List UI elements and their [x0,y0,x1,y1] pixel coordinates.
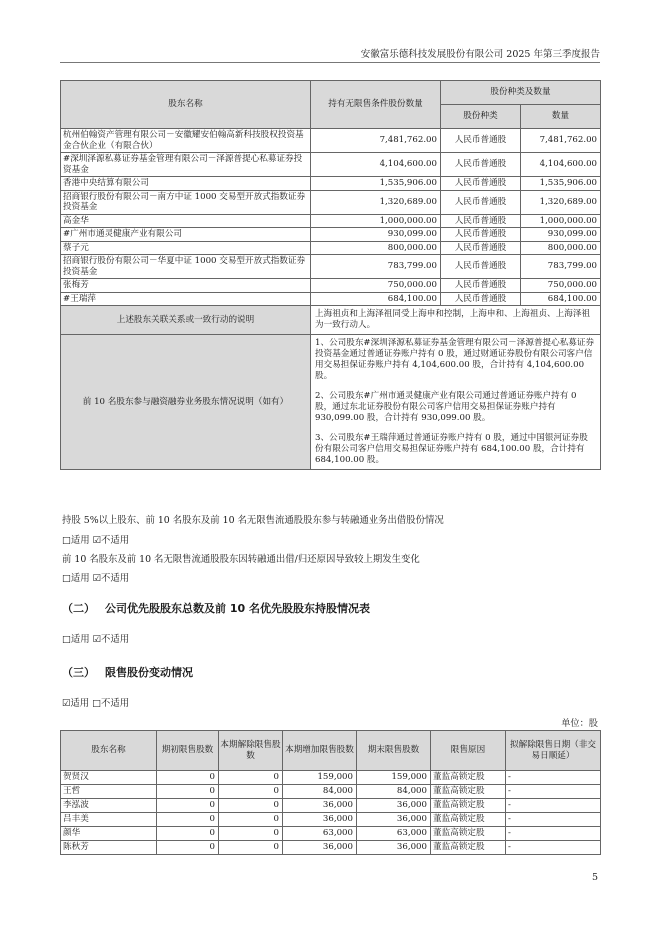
holder-name: 香港中央结算有限公司 [61,177,311,191]
margin-note: 2、公司股东#广州市通灵健康产业有限公司通过普通证券账户持有 0 股，通过东北证券股份有限公司客户信用交易担保证券账户持有 930,099.00 股，合计持有 930,099.00 股。 [315,391,577,423]
restricted-holder-name: 吕丰美 [61,813,157,827]
released-shares: 0 [219,799,283,813]
section-3-title [62,664,193,680]
added-shares: 36,000 [283,841,357,855]
col-share-qty: 数量 [521,105,601,129]
restriction-reason: 董监高锁定股 [431,771,506,785]
release-date: - [506,827,601,841]
col-end-restricted: 期末限售股数 [357,731,431,771]
released-shares: 0 [219,827,283,841]
restricted-row [61,827,601,841]
begin-restricted: 0 [157,841,219,855]
holder-name: 招商银行股份有限公司－华夏中证 1000 交易型开放式指数证券投资基金 [61,255,311,279]
col-unrestricted-shares: 持有无限售条件股份数量 [311,81,441,129]
section-3-heading: 限售股份变动情况 [105,666,193,679]
holder-shares: 800,000.00 [311,241,441,255]
holder-name: 张梅芳 [61,279,311,293]
end-restricted: 159,000 [357,771,431,785]
margin-trading-notes [311,335,601,470]
begin-restricted: 0 [157,799,219,813]
release-date: - [506,799,601,813]
restricted-row [61,813,601,827]
holder-row [61,241,601,255]
end-restricted: 36,000 [357,813,431,827]
added-shares: 36,000 [283,813,357,827]
holder-share-qty: 800,000.00 [521,241,601,255]
col-release-date: 拟解除限售日期（非交易日顺延） [506,731,601,771]
holder-share-type: 人民币普通股 [441,241,521,255]
section-2-number: （二） [62,602,95,615]
section-2-heading: 公司优先股股东总数及前 10 名优先股股东持股情况表 [105,602,370,615]
holder-name: 高金华 [61,214,311,228]
holder-row [61,177,601,191]
begin-restricted: 0 [157,785,219,799]
holder-name: #广州市通灵健康产业有限公司 [61,228,311,242]
release-date: - [506,841,601,855]
holder-share-qty: 684,100.00 [521,292,601,306]
restricted-holder-name: 陈秋芳 [61,841,157,855]
related-party-label: 上述股东关联关系或一致行动的说明 [61,306,311,335]
restricted-row [61,785,601,799]
holder-row [61,279,601,293]
restricted-holder-name: 王哲 [61,785,157,799]
released-shares: 0 [219,771,283,785]
holder-name: 招商银行股份有限公司－南方中证 1000 交易型开放式指数证券投资基金 [61,190,311,214]
restricted-holder-name: 李泓波 [61,799,157,813]
col-holder-name: 股东名称 [61,81,311,129]
holder-share-type: 人民币普通股 [441,190,521,214]
added-shares: 36,000 [283,799,357,813]
margin-trading-label: 前 10 名股东参与融资融券业务股东情况说明（如有） [61,335,311,470]
margin-note: 1、公司股东#深圳泽源私募证券基金管理有限公司－泽源普提心私募证券投资基金通过普通证券账户持有 0 股，通过财通证券股份有限公司客户信用交易担保证券账户持有 4,104,600.00 股，合计持有 4,104,600.00 股。 [315,338,595,381]
change-notice-applicable: □适用 ☑不适用 [62,573,130,584]
added-shares: 84,000 [283,785,357,799]
restricted-holder-name: 贺贤汉 [61,771,157,785]
released-shares: 0 [219,813,283,827]
section-2-title [62,600,370,616]
restricted-holder-name: 颜华 [61,827,157,841]
holder-share-qty: 4,104,600.00 [521,153,601,177]
holder-row [61,228,601,242]
holder-row [61,292,601,306]
header-rule [60,62,600,63]
holder-share-qty: 1,000,000.00 [521,214,601,228]
top-unrestricted-holders-table [60,80,601,470]
restriction-reason: 董监高锁定股 [431,785,506,799]
begin-restricted: 0 [157,771,219,785]
holder-shares: 684,100.00 [311,292,441,306]
release-date: - [506,813,601,827]
section-3-applicable: ☑适用 □不适用 [62,698,130,709]
holder-row [61,129,601,153]
restricted-row [61,799,601,813]
holder-shares: 930,099.00 [311,228,441,242]
holder-share-type: 人民币普通股 [441,255,521,279]
end-restricted: 63,000 [357,827,431,841]
holder-share-qty: 783,799.00 [521,255,601,279]
release-date: - [506,785,601,799]
holder-share-type: 人民币普通股 [441,279,521,293]
holder-share-qty: 1,535,906.00 [521,177,601,191]
holder-shares: 7,481,762.00 [311,129,441,153]
holder-share-type: 人民币普通股 [441,228,521,242]
holder-share-type: 人民币普通股 [441,177,521,191]
section-3-number: （三） [62,666,95,679]
holder-shares: 1,320,689.00 [311,190,441,214]
page-number: 5 [591,872,598,883]
restricted-row [61,771,601,785]
holder-name: #深圳泽源私募证券基金管理有限公司－泽源普提心私募证券投资基金 [61,153,311,177]
col-share-type: 股份种类 [441,105,521,129]
change-notice-text: 前 10 名股东及前 10 名无限售流通股股东因转融通出借/归还原因导致较上期发生变化 [62,554,420,565]
end-restricted: 36,000 [357,799,431,813]
holder-share-qty: 930,099.00 [521,228,601,242]
added-shares: 63,000 [283,827,357,841]
holder-shares: 783,799.00 [311,255,441,279]
released-shares: 0 [219,841,283,855]
col-released: 本期解除限售股数 [219,731,283,771]
holder-share-type: 人民币普通股 [441,214,521,228]
unit-label: 单位：股 [561,718,598,729]
end-restricted: 36,000 [357,841,431,855]
holder-row [61,214,601,228]
related-party-text: 上海祖贞和上海泽祖同受上海申和控制，上海申和、上海祖贞、上海泽祖为一致行动人。 [311,306,601,335]
lending-notice-text: 持股 5%以上股东、前 10 名股东及前 10 名无限售流通股股东参与转融通业务出借股份情况 [62,515,444,526]
col-restricted-holder: 股东名称 [61,731,157,771]
section-2-applicable: □适用 ☑不适用 [62,634,130,645]
holder-name: 蔡子元 [61,241,311,255]
added-shares: 159,000 [283,771,357,785]
col-added: 本期增加限售股数 [283,731,357,771]
begin-restricted: 0 [157,813,219,827]
release-date: - [506,771,601,785]
holder-row [61,190,601,214]
col-reason: 限售原因 [431,731,506,771]
holder-name: #王瑞萍 [61,292,311,306]
restriction-reason: 董监高锁定股 [431,827,506,841]
restriction-reason: 董监高锁定股 [431,813,506,827]
released-shares: 0 [219,785,283,799]
holder-name: 杭州伯翰资产管理有限公司－安徽耀安伯翰高新科技股权投资基金合伙企业（有限合伙） [61,129,311,153]
lending-notice-applicable: □适用 ☑不适用 [62,535,130,546]
holder-share-type: 人民币普通股 [441,129,521,153]
holder-share-qty: 7,481,762.00 [521,129,601,153]
restriction-reason: 董监高锁定股 [431,841,506,855]
holder-shares: 750,000.00 [311,279,441,293]
holder-row [61,255,601,279]
holder-shares: 4,104,600.00 [311,153,441,177]
end-restricted: 84,000 [357,785,431,799]
holder-row [61,153,601,177]
margin-note: 3、公司股东#王瑞萍通过普通证券账户持有 0 股，通过中国银河证券股份有限公司客户信用交易担保证券账户持有 684,100.00 股，合计持有 684,100.00 股。 [315,433,588,465]
col-share-type-group: 股份种类及数量 [441,81,601,105]
report-header: 安徽富乐德科技发展股份有限公司 2025 年第三季度报告 [360,49,600,60]
restricted-row [61,841,601,855]
restricted-shares-table [60,730,601,855]
col-begin-restricted: 期初限售股数 [157,731,219,771]
holder-share-qty: 1,320,689.00 [521,190,601,214]
holder-share-type: 人民币普通股 [441,292,521,306]
holder-share-qty: 750,000.00 [521,279,601,293]
holder-shares: 1,000,000.00 [311,214,441,228]
begin-restricted: 0 [157,827,219,841]
holder-shares: 1,535,906.00 [311,177,441,191]
holder-share-type: 人民币普通股 [441,153,521,177]
restriction-reason: 董监高锁定股 [431,799,506,813]
